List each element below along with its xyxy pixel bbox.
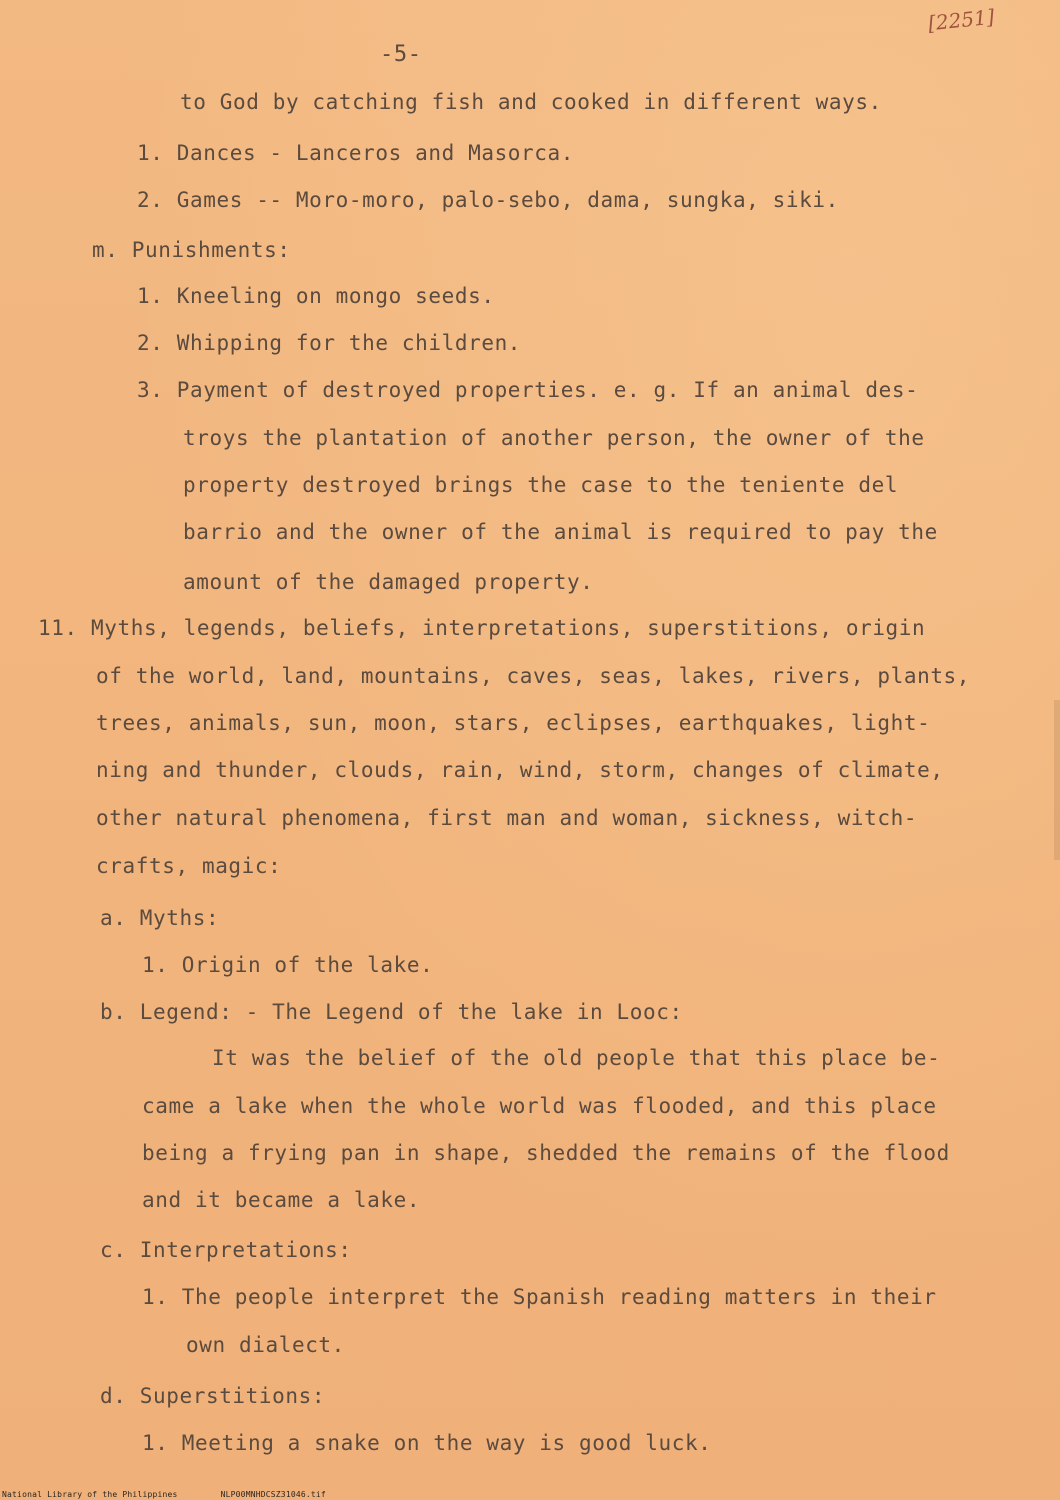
footer-institution: National Library of the Philippines	[2, 1490, 178, 1499]
text-line: ning and thunder, clouds, rain, wind, storm, changes of climate,	[96, 758, 944, 782]
text-line: to God by catching fish and cooked in different ways.	[180, 90, 882, 114]
text-line: and it became a lake.	[142, 1188, 421, 1212]
text-line: other natural phenomena, first man and woman, sickness, witch-	[96, 806, 918, 830]
scan-footer	[2, 1490, 364, 1499]
text-line: 1. Meeting a snake on the way is good luck.	[142, 1431, 712, 1455]
text-line: 1. Dances - Lanceros and Masorca.	[137, 141, 575, 165]
text-line: of the world, land, mountains, caves, seas, lakes, rivers, plants,	[96, 664, 971, 688]
text-line: It was the belief of the old people that this place be-	[212, 1046, 941, 1070]
subsection-heading: d. Superstitions:	[100, 1384, 326, 1408]
text-line: 2. Games -- Moro-moro, palo-sebo, dama, sungka, siki.	[137, 188, 839, 212]
footer-filename: NLP00MNHDCSZ31046.tif	[220, 1490, 326, 1499]
subsection-heading: b. Legend: - The Legend of the lake in Looc:	[100, 1000, 683, 1024]
page-number: -5-	[380, 42, 422, 67]
text-line: troys the plantation of another person, the owner of the	[183, 426, 925, 450]
text-line: own dialect.	[186, 1333, 345, 1357]
text-line: barrio and the owner of the animal is required to pay the	[183, 520, 938, 544]
text-line: came a lake when the whole world was flooded, and this place	[142, 1094, 937, 1118]
text-line: 3. Payment of destroyed properties. e. g. If an animal des-	[137, 378, 919, 402]
catalog-mark: [2251]	[926, 4, 996, 36]
text-line: property destroyed brings the case to the teniente del	[183, 473, 899, 497]
text-line: trees, animals, sun, moon, stars, eclipses, earthquakes, light-	[96, 711, 931, 735]
subsection-heading: a. Myths:	[100, 906, 220, 930]
text-line: being a frying pan in shape, shedded the remains of the flood	[142, 1141, 950, 1165]
page-edge-shadow	[1054, 700, 1060, 860]
text-line: 2. Whipping for the children.	[137, 331, 522, 355]
subsection-heading: c. Interpretations:	[100, 1238, 352, 1262]
section-heading: 11. Myths, legends, beliefs, interpretations, superstitions, origin	[38, 616, 926, 640]
text-line: crafts, magic:	[96, 854, 282, 878]
text-line: 1. Kneeling on mongo seeds.	[137, 284, 495, 308]
section-heading: m. Punishments:	[92, 238, 291, 262]
text-line: amount of the damaged property.	[183, 570, 594, 594]
text-line: 1. Origin of the lake.	[142, 953, 434, 977]
text-line: 1. The people interpret the Spanish reading matters in their	[142, 1285, 937, 1309]
